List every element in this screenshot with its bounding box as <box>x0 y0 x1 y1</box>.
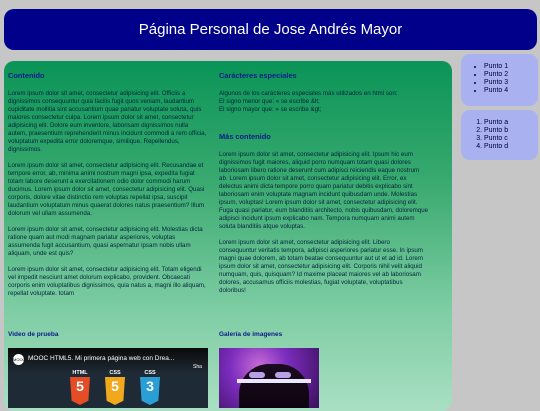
content-heading: Contenido <box>8 71 45 80</box>
logo-digit: 5 <box>111 378 119 394</box>
channel-avatar[interactable]: MOOC <box>13 354 24 365</box>
list-item: • Punto 1 <box>484 63 538 71</box>
list-item: • Punto 3 <box>484 79 538 87</box>
paragraph: Lorem ipsum dolor sit amet, consectetur adipisicing elit. Totam eligendi vel impedit nesciunt amet dolorum explicabo, provident. Obcaecati corporis enim voluptatibus dignissimos, quia natus a, magni illo aliquam, repellat voluptate. totam <box>8 266 206 297</box>
share-button[interactable]: Sha <box>193 364 202 370</box>
logo-label: CSS <box>109 370 121 376</box>
special-characters-heading: Carácteres especiales <box>219 71 297 80</box>
css3-logo <box>138 370 162 408</box>
list-item: 2. Punto b <box>484 127 538 135</box>
content-column <box>8 71 208 306</box>
html5-logo <box>68 370 92 408</box>
special-characters-intro: Algunos de los carácteres especiales más utilizados en html son: <box>219 90 398 97</box>
logo-label: CSS <box>144 370 156 376</box>
logo-label: HTML <box>72 370 88 376</box>
image-figure <box>239 364 309 408</box>
logo-digit: 5 <box>76 378 84 394</box>
paragraph: Lorem ipsum dolor sit amet, consectetur adipisicing elit. Libero consequuntur veritatis tempora, adipisci asperiores pariatur esse. In ipsum magni quae dolorem, ab totam beatae consequuntur aut ut et ad id. Lorem ipsum dolor sit amet, consectetur adipisicing elit. Corporis nihil velit aliquid numquam, quis, quisquam? Id maxime placeat maiores vel ab laboriosam dolores, accusamus officiis molestias, fugiat voluptate, voluptatibus doloribus! <box>219 239 423 294</box>
page-title: Página Personal de Jose Andrés Mayor <box>138 21 403 38</box>
list-item: • Punto 2 <box>484 71 538 79</box>
list-item: 4. Punto d <box>484 143 538 151</box>
gallery-section-title: Galería de imagenes <box>219 331 283 338</box>
technology-logos <box>68 370 188 408</box>
css-logo <box>103 370 127 408</box>
ordered-list-box <box>461 110 538 160</box>
main-content <box>4 61 452 411</box>
special-character-lt: El signo menor que: « se escribe &lt; <box>219 98 320 105</box>
page-header <box>4 9 537 50</box>
embedded-video-player[interactable] <box>8 348 208 408</box>
sidebar <box>461 54 538 404</box>
more-content-heading: Más contenido <box>219 132 271 141</box>
image-eye <box>275 372 291 378</box>
ordered-list <box>461 110 538 151</box>
paragraph: Lorem ipsum dolor sit amet, consectetur adipisicing elit. Ipsum hic eum dignissimos fugit maiores, aliquid porro numquam totam quasi dolores laboriosam libero ratione deserunt cum adipisci reiciendis eaque nostrum ab. Lorem ipsum dolor sit amet, consectetur adipisicing elit. Error, ex delectus animi dicta tempore porro quam pariatur debitis explicabo sint laboriosam enim voluptate magnam incidunt quibusdam unde. Molestias ipsum, voluptas! Lorem ipsum dolor sit amet, consectetur adipisicing elit. Fuga quasi pariatur, eum blanditiis architecto, nobis quibusdam, doloremque adipisci incidunt ipsum explicabo nam. Tempora numquam animi autem soluta blanditiis atque voluptas. <box>219 151 429 230</box>
video-section-title: Video de prueba <box>8 331 59 338</box>
special-character-gt: El signo mayor que: » se escribe &gt; <box>219 106 322 113</box>
logo-digit: 3 <box>146 378 154 394</box>
gallery-image[interactable] <box>219 348 319 408</box>
paragraph: Lorem ipsum dolor sit amet, consectetur adipisicing elit. Officiis a dignissimos consequuntur quia facilis fugit quos veniam, laudantium cupiditate mollitia sint accusantium quae pariatur voluptate soluta, quis maiores consectetur culpa. Lorem ipsum dolor sit amet, consectetur adipisicing elit. Dolore eum inventore, laborisam dignissimos nulla autem, praesentium reprehenderit minus incidunt commodi a rem officia, voluptatum expedita error doloremque, similique. Repellendus, dignissimos. <box>8 90 207 153</box>
list-item: 1. Punto a <box>484 119 538 127</box>
paragraph: Lorem ipsum dolor sit amet, consectetur adipisicing elit. Recusandae et tempore error, ab, minima animi nostrum magni ipsa, expedita fugiat totam labore deserunt a exercitationem odio dolor commodi harum ducimus. Lorem ipsum dolor sit amet, consectetur adipisicing elit. Quasi corporis, dolore vitae distinctio rem voluptas repellat ipsa, suscipit laudantium voluptatum minus quaerat dolores natus praesentium? Illum dolorum vel ullam assumenda. <box>8 162 205 217</box>
paragraph: Lorem ipsum dolor sit amet, consectetur adipisicing elit. Molestias dicta ratione quam aut modi magnam pariatur asperiores, voluptas assumenda fugit accusantium, quasi aspernatur ipsam nobis ullam aliquam, unde est quis? <box>8 226 203 257</box>
video-caption[interactable]: MOOC HTML5. Mi primera página web con Drea... <box>28 355 175 362</box>
special-characters-column <box>219 71 429 303</box>
image-band <box>237 379 311 383</box>
unordered-list-box <box>461 54 538 106</box>
image-eye <box>249 372 265 378</box>
list-item: 3. Punto c <box>484 135 538 143</box>
list-item: • Punto 4 <box>484 87 538 95</box>
unordered-list <box>461 54 538 95</box>
